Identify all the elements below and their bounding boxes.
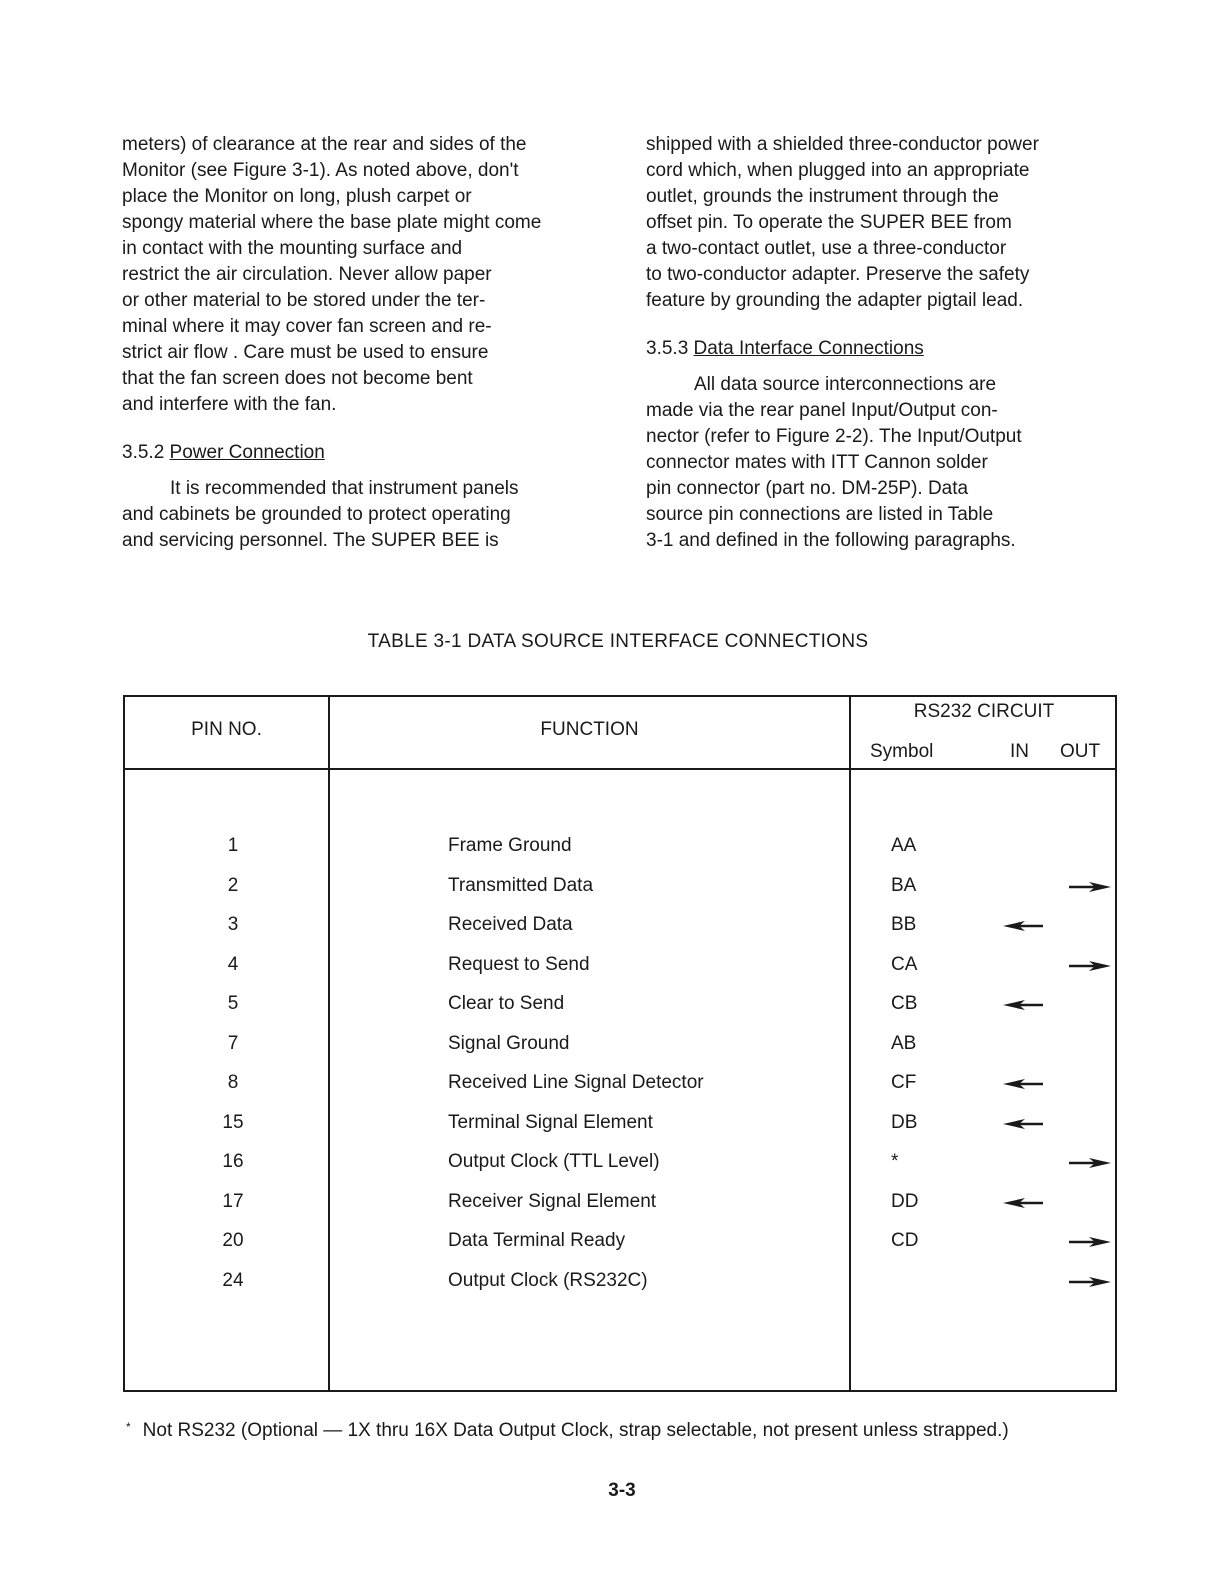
pin-number-cell: 17	[222, 1190, 244, 1212]
table-row	[125, 914, 1115, 944]
symbol-cell: BA	[891, 874, 917, 896]
heading-number: 3.5.2	[122, 442, 165, 463]
header-function: FUNCTION	[540, 719, 639, 740]
table-row	[125, 835, 1115, 865]
arrow-right-icon	[1067, 1154, 1111, 1176]
header-rs232-circuit: RS232 CIRCUIT	[913, 701, 1055, 722]
function-cell: Data Terminal Ready	[448, 1230, 626, 1251]
function-cell: Transmitted Data	[448, 874, 594, 896]
function-cell: Terminal Signal Element	[448, 1111, 653, 1133]
heading-number: 3.5.3	[646, 338, 689, 359]
symbol-cell: *	[891, 1151, 899, 1172]
header-in: IN	[1010, 741, 1029, 762]
text-line: feature by grounding the adapter pigtail lead.	[646, 290, 1024, 311]
text-line: source pin connections are listed in Table	[646, 504, 994, 525]
table-row	[125, 875, 1115, 905]
pin-number-cell: 8	[227, 1072, 239, 1093]
symbol-cell: DD	[891, 1190, 919, 1212]
arrow-left-icon	[1003, 1194, 1047, 1216]
function-cell: Received Line Signal Detector	[448, 1072, 704, 1093]
page-number: 3-3	[608, 1480, 636, 1501]
header-pin-no: PIN NO.	[191, 719, 262, 740]
arrow-left-icon	[1003, 1075, 1047, 1097]
right-paragraph-2	[646, 372, 1106, 554]
heading-title: Power Connection	[169, 442, 325, 463]
text-line: to two-conductor adapter. Preserve the safety	[646, 264, 1030, 285]
table-row	[125, 954, 1115, 984]
text-line: connector mates with ITT Cannon solder	[646, 452, 988, 473]
pin-number-cell: 24	[222, 1269, 244, 1291]
table-row	[125, 1033, 1115, 1063]
symbol-cell: CA	[891, 953, 918, 975]
text-line: 3-1 and defined in the following paragraphs.	[646, 530, 1016, 551]
pin-number-cell: 15	[222, 1111, 244, 1133]
symbol-cell: CD	[891, 1230, 919, 1251]
text-line: Monitor (see Figure 3-1). As noted above, don't	[122, 160, 519, 181]
left-paragraph-1	[122, 132, 592, 418]
symbol-cell: AA	[891, 835, 917, 856]
text-line: or other material to be stored under the ter-	[122, 290, 486, 311]
table-row	[125, 1191, 1115, 1221]
text-line: a two-contact outlet, use a three-conductor	[646, 238, 1007, 259]
right-paragraph-1	[646, 132, 1106, 314]
symbol-cell: AB	[891, 1032, 917, 1054]
text-line: All data source interconnections are	[694, 374, 997, 395]
table-title: TABLE 3-1 DATA SOURCE INTERFACE CONNECTIONS	[367, 631, 869, 652]
text-line: offset pin. To operate the SUPER BEE from	[646, 212, 1012, 233]
section-heading-data-interface	[646, 336, 1106, 362]
heading-title: Data Interface Connections	[693, 338, 924, 359]
function-cell: Frame Ground	[448, 835, 572, 856]
text-line: that the fan screen does not become bent	[122, 368, 473, 389]
left-column	[122, 132, 592, 554]
arrow-left-icon	[1003, 1115, 1047, 1137]
table-row	[125, 1072, 1115, 1102]
function-cell: Output Clock (RS232C)	[448, 1269, 648, 1291]
arrow-right-icon	[1067, 878, 1111, 900]
pin-number-cell: 1	[227, 835, 239, 856]
text-line: strict air flow . Care must be used to ensure	[122, 342, 489, 363]
text-line: outlet, grounds the instrument through the	[646, 186, 999, 207]
table-row	[125, 1270, 1115, 1300]
symbol-cell: CF	[891, 1072, 917, 1093]
arrow-left-icon	[1003, 917, 1047, 939]
data-source-table	[123, 695, 1117, 1392]
right-column	[646, 132, 1106, 554]
text-line: place the Monitor on long, plush carpet or	[122, 186, 472, 207]
text-line: and cabinets be grounded to protect operating	[122, 504, 511, 525]
function-cell: Receiver Signal Element	[448, 1190, 657, 1212]
text-line: It is recommended that instrument panels	[170, 478, 519, 499]
pin-number-cell: 5	[227, 993, 239, 1014]
arrow-right-icon	[1067, 957, 1111, 979]
text-line: and interfere with the fan.	[122, 394, 337, 415]
function-cell: Output Clock (TTL Level)	[448, 1151, 660, 1172]
text-line: nector (refer to Figure 2-2). The Input/Output	[646, 426, 1022, 447]
function-cell: Received Data	[448, 914, 573, 935]
pin-number-cell: 2	[227, 874, 239, 896]
pin-number-cell: 4	[227, 953, 239, 975]
arrow-right-icon	[1067, 1233, 1111, 1255]
text-line: restrict the air circulation. Never allow paper	[122, 264, 492, 285]
table-row	[125, 1112, 1115, 1142]
text-line: minal where it may cover fan screen and re-	[122, 316, 492, 337]
arrow-left-icon	[1003, 996, 1047, 1018]
pin-number-cell: 16	[222, 1151, 244, 1172]
pin-number-cell: 20	[222, 1230, 244, 1251]
left-paragraph-2	[122, 476, 592, 554]
header-out: OUT	[1060, 741, 1101, 762]
footnote-mark: *	[126, 1420, 131, 1434]
footnote	[126, 1420, 1009, 1442]
text-line: meters) of clearance at the rear and sides of the	[122, 134, 527, 155]
symbol-cell: DB	[891, 1111, 918, 1133]
text-line: pin connector (part no. DM-25P). Data	[646, 478, 969, 499]
text-line: and servicing personnel. The SUPER BEE is	[122, 530, 499, 551]
table-row	[125, 1151, 1115, 1181]
footnote-text: Not RS232 (Optional — 1X thru 16X Data Output Clock, strap selectable, not present unless strapped.)	[142, 1420, 1009, 1441]
symbol-cell: BB	[891, 914, 917, 935]
table-row	[125, 993, 1115, 1023]
function-cell: Signal Ground	[448, 1032, 570, 1054]
text-line: made via the rear panel Input/Output con-	[646, 400, 998, 421]
function-cell: Request to Send	[448, 953, 590, 975]
arrow-right-icon	[1067, 1273, 1111, 1295]
text-line: spongy material where the base plate might come	[122, 212, 542, 233]
header-symbol: Symbol	[870, 741, 934, 762]
text-line: in contact with the mounting surface and	[122, 238, 463, 259]
text-line: shipped with a shielded three-conductor power	[646, 134, 1039, 155]
function-cell: Clear to Send	[448, 993, 565, 1014]
symbol-cell: CB	[891, 993, 918, 1014]
header-divider	[125, 768, 1115, 770]
table-row	[125, 1230, 1115, 1260]
pin-number-cell: 3	[227, 914, 239, 935]
section-heading-power-connection	[122, 440, 592, 466]
text-line: cord which, when plugged into an appropriate	[646, 160, 1030, 181]
pin-number-cell: 7	[227, 1032, 239, 1054]
